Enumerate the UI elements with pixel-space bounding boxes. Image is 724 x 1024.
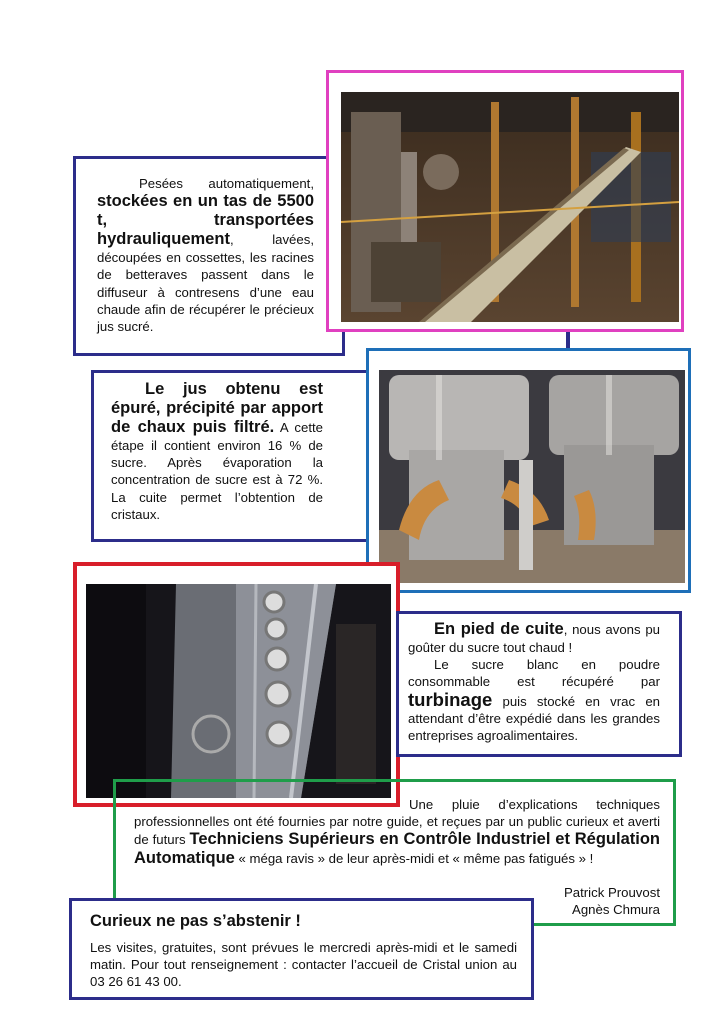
explanations-text-1: Une pluie d’explications techniques professionnelles ont été fournies par notre guide, et reçues par un public curieux et averti de futurs bbox=[134, 797, 660, 848]
juice-text: A cette étape il contient environ 16 % de sucre. Après évaporation la concentration de sucre est à 72 %. La cuite permet l’obtention de cristaux. bbox=[111, 420, 323, 522]
photo-frame-tanks bbox=[366, 348, 691, 593]
photo-frame-vessel bbox=[73, 562, 400, 807]
juice-bold: Le jus obtenu est épuré, précipité par apport de chaux puis filtré. bbox=[111, 380, 323, 436]
storage-paragraph bbox=[97, 175, 314, 335]
visits-title: Curieux ne pas s’abstenir ! bbox=[90, 912, 301, 930]
cooking-text-2: Le sucre blanc en poudre consommable est récupéré par bbox=[408, 657, 660, 690]
author-1: Patrick Prouvost bbox=[563, 885, 660, 900]
conveyor-belt-photo bbox=[341, 92, 679, 322]
visits-content bbox=[90, 911, 517, 991]
explanations-paragraph bbox=[134, 796, 660, 868]
storage-lead: Pesées automatiquement, bbox=[139, 176, 314, 191]
technicians-bold: Techniciens Supérieurs en Contrôle Industriel et Régulation Automatique bbox=[134, 830, 661, 868]
text-box-juice bbox=[91, 370, 391, 542]
authors-signature bbox=[564, 884, 660, 918]
cooking-text-3: puis stocké en vrac en attendant d’être expédié dans les grandes entreprises agroalimentaires. bbox=[408, 693, 660, 744]
cooking-paragraph bbox=[408, 620, 660, 744]
visits-text: Les visites, gratuites, sont prévues le mercredi après-midi et le samedi matin. Pour tout renseignement : contacter l’accueil de Cristal union au 03 26 61 43 00. bbox=[90, 940, 517, 990]
text-box-visits bbox=[69, 898, 534, 1000]
photo-frame-conveyor bbox=[326, 70, 684, 332]
turbinage-bold: turbinage bbox=[408, 688, 493, 710]
storage-bold: stockées en un tas de 5500 t, transportées hydrauliquement bbox=[97, 192, 314, 249]
text-box-cooking bbox=[396, 611, 682, 757]
cooking-vessel-portholes-photo bbox=[86, 584, 391, 798]
cooking-bold: En pied de cuite bbox=[434, 620, 564, 638]
explanations-text-2: « méga ravis » de leur après-midi et « même pas fatigués » ! bbox=[234, 851, 594, 867]
storage-text: , lavées, découpées en cossettes, les racines de betteraves passent dans le diffuseur à contresens d’une eau chaude afin de récupérer le précieux jus sucré. bbox=[97, 232, 314, 335]
author-2: Agnès Chmura bbox=[572, 902, 660, 917]
text-box-storage bbox=[73, 156, 345, 356]
juice-paragraph bbox=[111, 380, 323, 523]
cooking-text-1: , nous avons pu goûter du sucre tout chaud ! bbox=[408, 622, 660, 655]
evaporator-tanks-photo bbox=[379, 370, 685, 583]
